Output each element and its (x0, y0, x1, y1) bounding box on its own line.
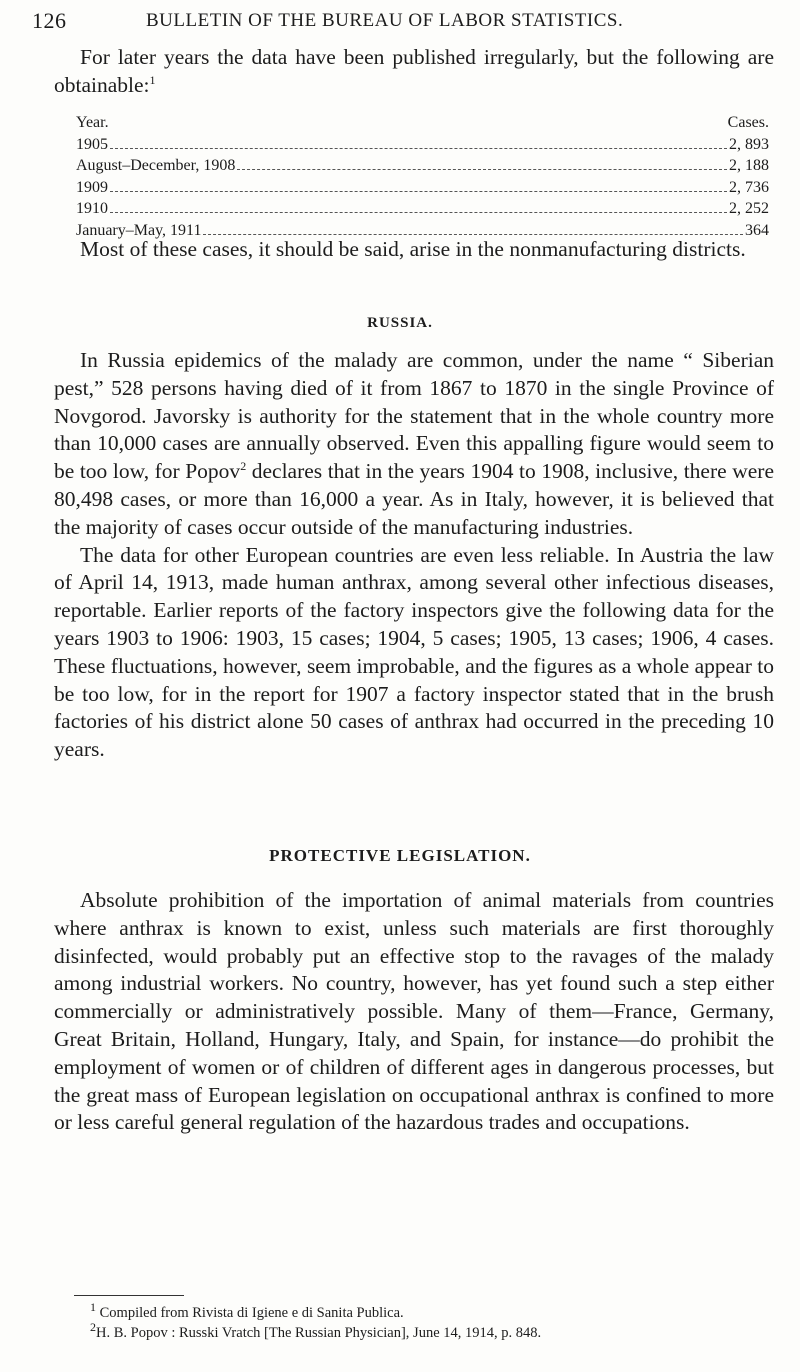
page-number: 126 (32, 8, 67, 33)
after-table-paragraph (54, 236, 774, 264)
russia-paragraph-1 (54, 347, 774, 542)
intro-text: For later years the data have been published irregularly, but the following are obtainable: (54, 45, 774, 97)
russia-paragraph-2: The data for other European countries are even less reliable. In Austria the law of April 14, 1913, made human anthrax, among several other infectious diseases, reportable. Earlier reports of the factory inspectors give the following data for the years 1903 to 1906: 1903, 15 cases; 1904, 5 cases; 1905, 13 cases; 1906, 4 cases. These fluctuations, however, seem improbable, and the figures as a whole appear to be too low, for in the report for 1907 a factory inspector stated that in the brush factories of his district alone 50 cases of anthrax had occurred in the preceding 10 years. (54, 542, 774, 762)
leader-dots (110, 212, 727, 213)
footnote-ref-2: 2 (240, 459, 247, 474)
row-year: 1909 (76, 178, 108, 196)
heading-protective-legislation: PROTECTIVE LEGISLATION. (269, 846, 531, 865)
heading-russia: RUSSIA. (367, 315, 433, 331)
row-cases: 2, 252 (729, 200, 769, 217)
row-year: January–May, 1911 (76, 221, 202, 239)
row-cases: 2, 188 (729, 157, 769, 174)
row-cases: 2, 736 (729, 178, 769, 196)
footnote-text: Compiled from Rivista di Igiene e di Sanita Publica. (96, 1305, 404, 1321)
table-header (76, 112, 769, 134)
row-cases: 364 (745, 221, 769, 239)
cases-table (76, 112, 769, 241)
row-year: 1910 (76, 200, 108, 217)
protective-paragraph: Absolute prohibition of the importation of animal materials from countries where anthrax is known to exist, unless such materials are first thoroughly disinfected, would probably put an effective stop to the ravages of the malady among industrial workers. No country, however, has yet found such a step either commercially or administratively possible. Many of them—France, Germany, Great Britain, Holland, Hungary, Italy, and Spain, for instance—do prohibit the employment of women or of children of different ages in dangerous processes, but the great mass of European legislation on occupational anthrax is confined to more or less careful general regulation of the hazardous trades and occupations. (54, 888, 774, 1135)
footnote-rule (74, 1295, 184, 1296)
footnote-mark: 1 (90, 1300, 96, 1315)
col-year: Year. (76, 114, 109, 131)
leader-dots (237, 169, 727, 170)
footnote-mark: 2 (90, 1320, 96, 1335)
row-cases: 2, 893 (729, 135, 769, 153)
footnote-ref-1: 1 (149, 72, 156, 87)
russia-text-b: declares that in the years 1904 to 1908, inclusive, there were 80,498 cases, or more than 16,000 a year. As in Italy, however, it is believed that the majority of cases occur outside of the manufacturing industries. (54, 459, 774, 539)
footnote-text: H. B. Popov : Russki Vratch [The Russian Physician], June 14, 1914, p. 848. (96, 1325, 542, 1341)
footnotes (90, 1300, 790, 1343)
leader-dots (110, 148, 727, 149)
protective-section (54, 887, 774, 1137)
footnote-1 (90, 1300, 790, 1323)
russia-text-a: In Russia epidemics of the malady are common, under the name “ Siberian pest,” 528 persons having died of it from 1867 to 1870 in the single Province of Novgorod. Javorsky is authority for the statement that in the whole country more than 10,000 cases are annually observed. Even this appalling figure would seem to be too low, for Popov (54, 348, 774, 484)
running-title: BULLETIN OF THE BUREAU OF LABOR STATISTICS. (146, 10, 624, 31)
row-year: 1905 (76, 135, 108, 153)
table-row (76, 198, 769, 220)
after-table-text: Most of these cases, it should be said, arise in the nonmanufacturing districts. (80, 237, 746, 261)
table-row (76, 155, 769, 177)
leader-dots (110, 191, 727, 192)
footnote-2 (90, 1320, 790, 1343)
intro-paragraph (54, 44, 774, 100)
col-cases: Cases. (727, 114, 769, 131)
russia-section (54, 347, 774, 764)
table-row (76, 134, 769, 156)
row-year: August–December, 1908 (76, 157, 236, 174)
table-row (76, 177, 769, 199)
leader-dots (203, 234, 743, 235)
